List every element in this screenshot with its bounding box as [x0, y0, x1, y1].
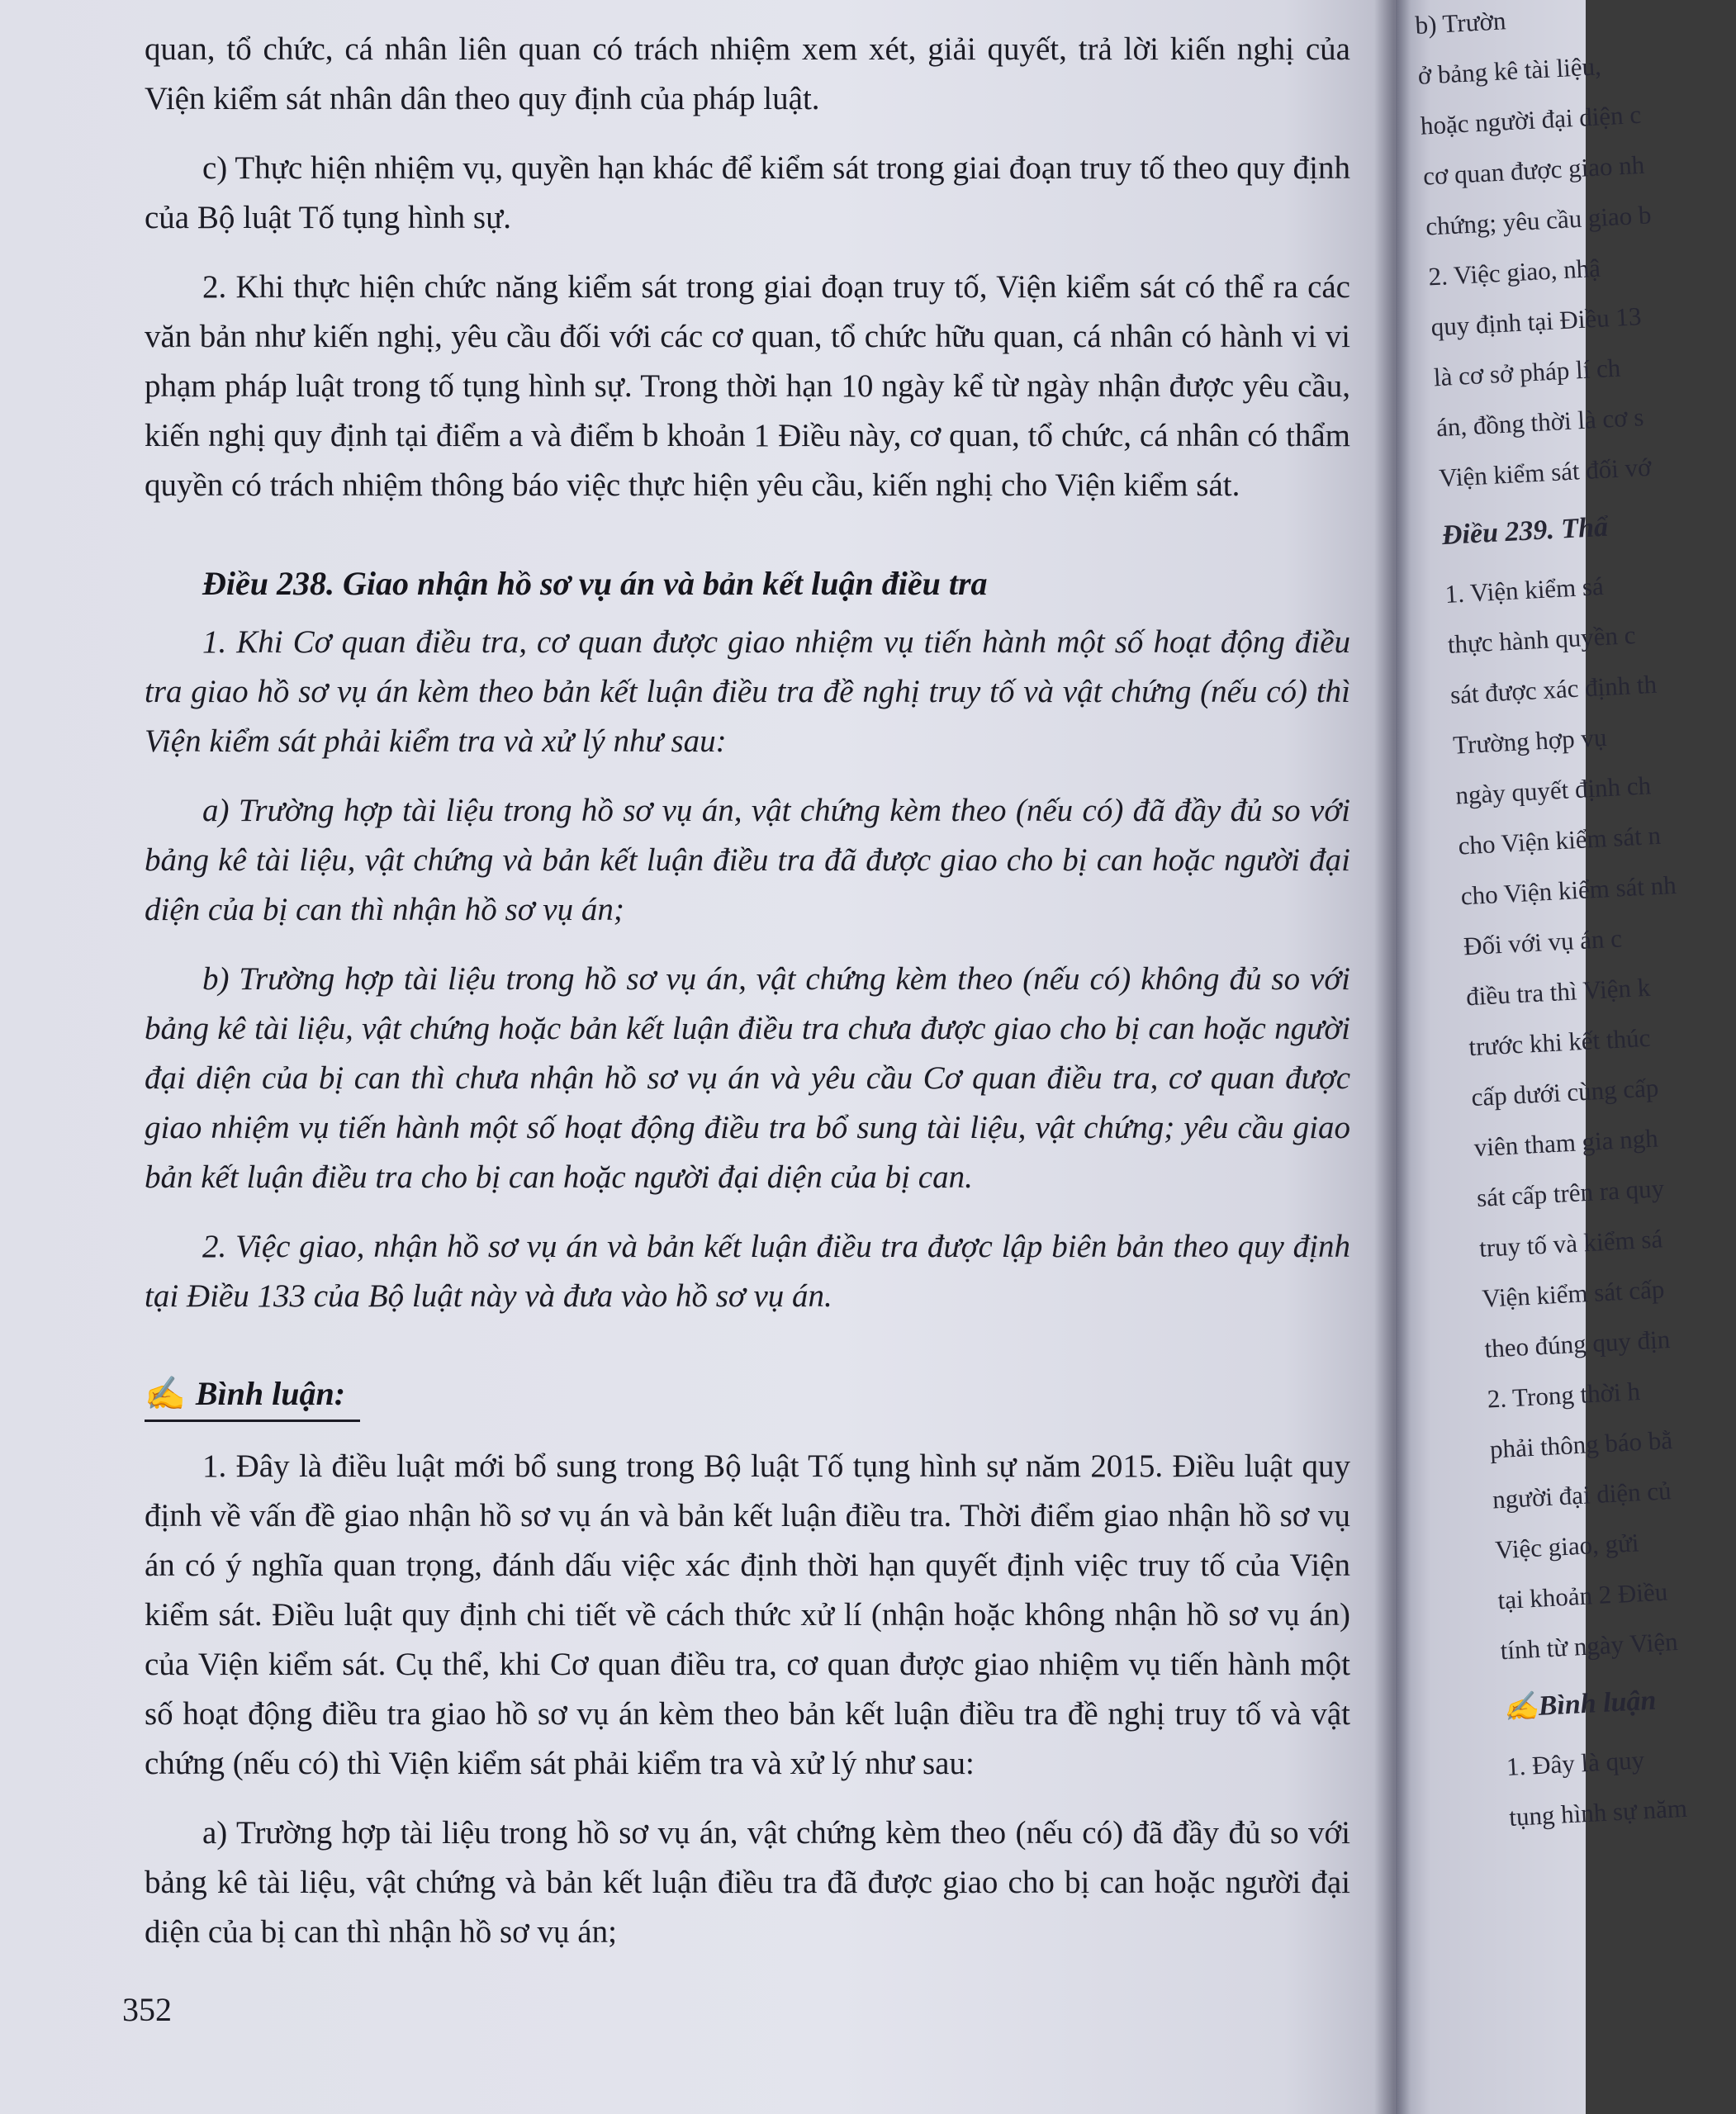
comment-paragraph: 1. Đây là điều luật mới bổ sung trong Bộ luật Tố tụng hình sự năm 2015. Điều luật quy định về vấn đề giao nhận hồ sơ vụ án và bản kết luận điều tra. Thời điểm giao nhận hồ sơ vụ án có ý nghĩa quan trọng, đánh dấu việc xác định thời hạn quyết định việc truy tố của Viện kiểm sát. Điều luật quy định chi tiết về cách thức xử lí (nhận hoặc không nhận hồ sơ vụ án) của Viện kiểm sát. Cụ thể, khi Cơ quan điều tra, cơ quan được giao nhiệm vụ tiến hành một số hoạt động điều tra giao hồ sơ vụ án kèm theo bản kết luận điều tra đề nghị truy tố và vật chứng (nếu có) thì Viện kiểm sát phải kiểm tra và xử lý như sau: — [145, 1448, 1350, 1781]
right-page-line: 1. Đây là quy — [1506, 1745, 1645, 1782]
right-page-line: trước khi kết thúc — [1468, 1022, 1652, 1062]
page-number: 352 — [122, 1991, 172, 2028]
right-page-line: ở bảng kê tài liệu, — [1416, 51, 1602, 90]
right-page-article-heading: Điều 239. Thẩ — [1441, 511, 1609, 552]
right-page-line: tính từ ngày Viện — [1499, 1627, 1679, 1666]
article-paragraph: 1. Khi Cơ quan điều tra, cơ quan được giao nhiệm vụ tiến hành một số hoạt động điều tra giao hồ sơ vụ án kèm theo bản kết luận điều tra đề nghị truy tố và vật chứng (nếu có) thì Viện kiểm sát phải kiểm tra và xử lý như sau: — [145, 624, 1350, 759]
right-page-line: theo đúng quy địn — [1483, 1325, 1671, 1363]
right-comment-title-text: Bình luận — [1537, 1685, 1658, 1722]
right-page-line: 2. Việc giao, nhậ — [1427, 253, 1601, 292]
article-heading: Điều 238. Giao nhận hồ sơ vụ án và bản kết luận điều tra — [202, 565, 988, 602]
pencil-icon: ✍ — [1502, 1690, 1539, 1724]
comment-paragraph: a) Trường hợp tài liệu trong hồ sơ vụ án, vật chứng kèm theo (nếu có) đã đầy đủ so với bảng kê tài liệu, vật chứng và bản kết luận điều tra đã được giao cho bị can hoặc người đại diện của bị can thì nhận hồ sơ vụ án; — [145, 1815, 1350, 1950]
article-paragraph: a) Trường hợp tài liệu trong hồ sơ vụ án, vật chứng kèm theo (nếu có) đã đầy đủ so với bảng kê tài liệu, vật chứng và bản kết luận điều tra đã được giao cho bị can hoặc người đại diện của bị can thì nhận hồ sơ vụ án; — [145, 793, 1350, 927]
right-page-line: Đối với vụ án c — [1463, 923, 1623, 961]
right-page-line: tụng hình sự năm — [1508, 1793, 1688, 1832]
right-page-line: phải thông báo bằ — [1489, 1425, 1673, 1464]
right-page-line: điều tra thì Viện k — [1465, 972, 1651, 1012]
right-page-line: hoặc người đại diện c — [1420, 99, 1642, 140]
right-page-line: người đại diện củ — [1492, 1476, 1672, 1514]
right-page-line: án, đồng thời là cơ s — [1435, 402, 1645, 443]
article-paragraph: 2. Việc giao, nhận hồ sơ vụ án và bản kết luận điều tra được lập biên bản theo quy định tại Điều 133 của Bộ luật này và đưa vào hồ sơ vụ án. — [145, 1229, 1350, 1314]
right-page-line: quy định tại Điều 13 — [1430, 301, 1643, 342]
right-page-line: truy tố và kiểm sá — [1478, 1224, 1663, 1263]
right-page-line: thực hành quyền c — [1446, 620, 1637, 659]
right-page-line: cấp dưới cùng cấp — [1470, 1073, 1660, 1112]
right-page-line: tại khoản 2 Điều — [1496, 1576, 1668, 1615]
right-page — [1396, 0, 1688, 2114]
right-page-line: Trường hợp vụ — [1452, 723, 1608, 760]
pencil-icon: ✍ — [145, 1375, 186, 1412]
right-page-line: là cơ sở pháp lí ch — [1433, 353, 1622, 392]
right-page-line: Việc giao, gửi — [1494, 1528, 1640, 1565]
right-page-comment-title — [1501, 1665, 1719, 1742]
book-binding-shadow — [1374, 0, 1411, 2114]
right-page-line: b) Trườn — [1414, 6, 1507, 40]
right-page-line: cho Viện kiểm sát nh — [1459, 870, 1677, 911]
right-page-line: chứng; yêu cầu giao b — [1425, 200, 1653, 241]
paragraph: quan, tổ chức, cá nhân liên quan có trách nhiệm xem xét, giải quyết, trả lời kiến nghị của Viện kiểm sát nhân dân theo quy định của pháp luật. — [145, 31, 1350, 116]
right-page-line: sát cấp trên ra quy — [1476, 1173, 1665, 1212]
right-page-line: cơ quan được giao nh — [1422, 149, 1645, 191]
comment-section-title — [145, 1374, 360, 1422]
right-page-content — [1414, 0, 1725, 1842]
left-page-content — [145, 25, 1350, 1977]
right-page-line: viên tham gia ngh — [1473, 1123, 1659, 1163]
article-paragraph: b) Trường hợp tài liệu trong hồ sơ vụ án, vật chứng kèm theo (nếu có) không đủ so với bảng kê tài liệu, vật chứng hoặc bản kết luận điều tra chưa được giao cho bị can hoặc người đại diện của bị can thì chưa nhận hồ sơ vụ án và yêu cầu Cơ quan điều tra, cơ quan được giao nhiệm vụ tiến hành một số hoạt động điều tra bổ sung tài liệu, vật chứng; yêu cầu giao bản kết luận điều tra cho bị can hoặc người đại diện của bị can. — [145, 961, 1350, 1195]
right-page-line: Viện kiểm sát đối vớ — [1438, 452, 1653, 493]
right-page-line: 1. Viện kiểm sá — [1444, 571, 1605, 609]
paragraph: c) Thực hiện nhiệm vụ, quyền hạn khác để kiểm sát trong giai đoạn truy tố theo quy định của Bộ luật Tố tụng hình sự. — [145, 150, 1350, 235]
right-page-line: ngày quyết định ch — [1454, 770, 1652, 810]
right-page-line: sát được xác định th — [1449, 669, 1658, 709]
paragraph: 2. Khi thực hiện chức năng kiểm sát trong giai đoạn truy tố, Viện kiểm sát có thể ra các văn bản như kiến nghị, yêu cầu đối với các cơ quan, tổ chức hữu quan, cá nhân có hành vi vi phạm pháp luật trong tố tụng hình sự. Trong thời hạn 10 ngày kể từ ngày nhận được yêu cầu, kiến nghị quy định tại điểm a và điểm b khoản 1 Điều này, cơ quan, tổ chức, cá nhân có thẩm quyền có trách nhiệm thông báo việc thực hiện yêu cầu, kiến nghị cho Viện kiểm sát. — [145, 269, 1350, 503]
right-page-line: cho Viện kiểm sát n — [1457, 820, 1662, 860]
right-page-line: Viện kiểm sát cấp — [1481, 1274, 1666, 1313]
right-page-line: 2. Trong thời h — [1486, 1377, 1641, 1414]
comment-title-text: Bình luận: — [195, 1375, 346, 1412]
